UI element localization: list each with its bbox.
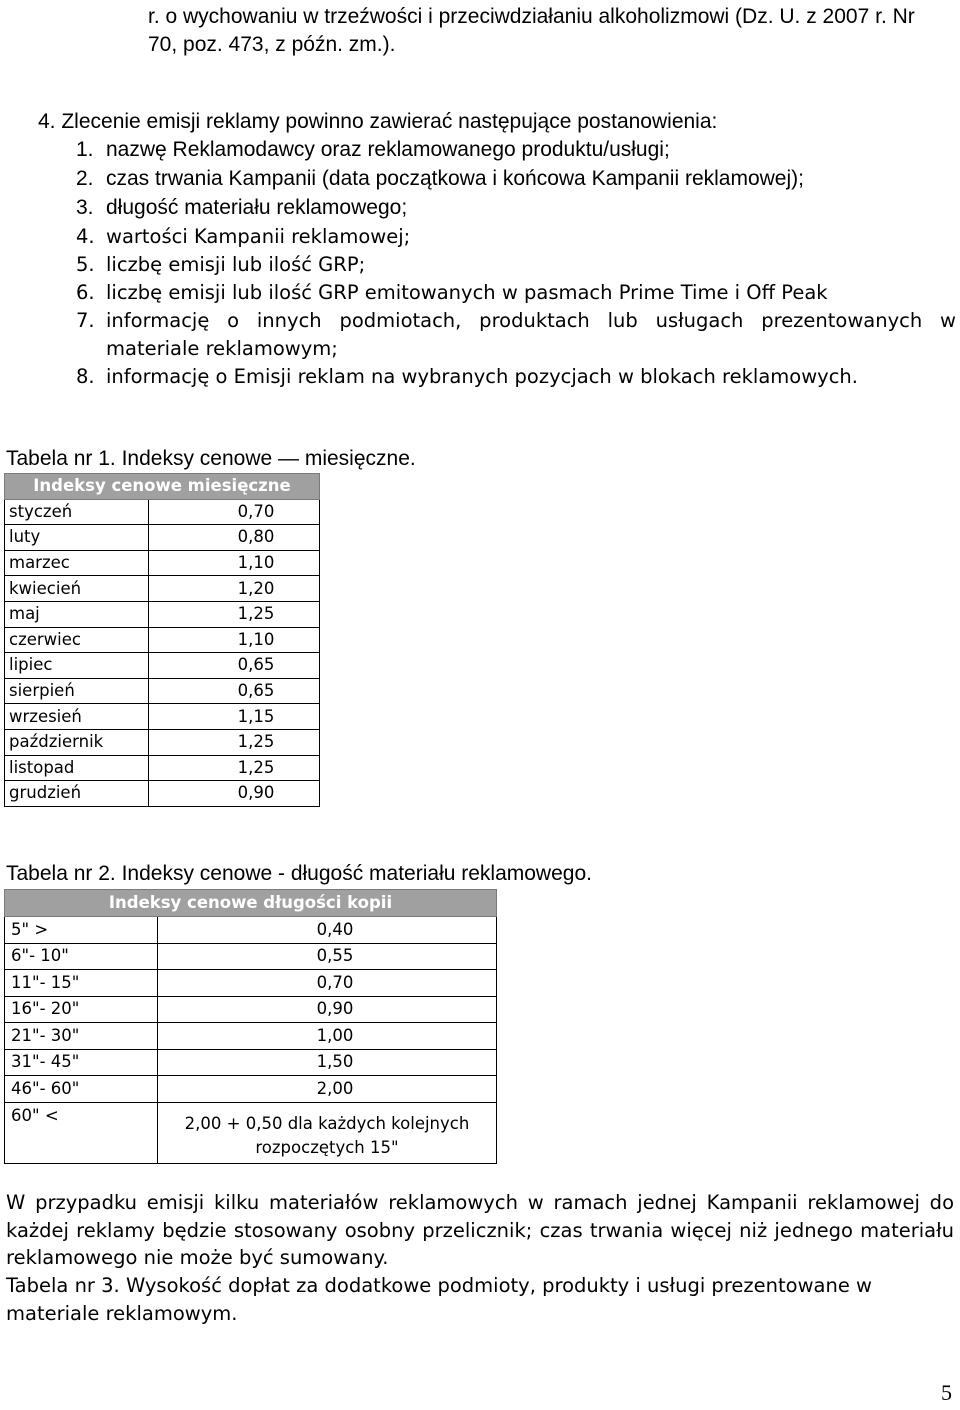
- table-row: [5, 601, 320, 627]
- month-cell: czerwiec: [5, 627, 149, 653]
- list-item-text: liczbę emisji lub ilość GRP;: [106, 253, 366, 276]
- table-row: [5, 1102, 497, 1163]
- section-heading: 4. Zlecenie emisji reklamy powinno zawierać następujące postanowienia:: [38, 110, 718, 133]
- list-item-number: 5.: [76, 253, 95, 276]
- length-cell: 6"- 10": [5, 943, 158, 970]
- list-item-text: informację o Emisji reklam na wybranych pozycjach w blokach reklamowych.: [106, 365, 858, 388]
- list-item-number: 1.: [76, 138, 94, 161]
- index-cell: 2,00 + 0,50 dla każdych kolejnych rozpoczętych 15": [158, 1102, 497, 1163]
- index-cell: 0,80: [149, 525, 320, 551]
- month-cell: październik: [5, 729, 149, 755]
- table3-caption: Tabela nr 3. Wysokość dopłat za dodatkowe podmioty, produkty i usługi prezentowane w materiale reklamowym.: [6, 1274, 872, 1325]
- index-cell: 1,10: [149, 627, 320, 653]
- length-cell: 60" <: [5, 1102, 158, 1163]
- index-cell: 0,90: [149, 781, 320, 807]
- index-cell: 0,65: [149, 653, 320, 679]
- list-item: [76, 251, 365, 279]
- list-item-number: 3.: [76, 196, 94, 219]
- month-cell: grudzień: [5, 781, 149, 807]
- index-cell: 1,00: [158, 1023, 497, 1050]
- month-cell: wrzesień: [5, 704, 149, 730]
- month-cell: sierpień: [5, 678, 149, 704]
- length-cell: 5" >: [5, 917, 158, 944]
- table-row: [5, 917, 497, 944]
- length-cell: 21"- 30": [5, 1023, 158, 1050]
- index-cell: 0,90: [158, 996, 497, 1023]
- index-cell: 1,50: [158, 1049, 497, 1076]
- table-row: [5, 943, 497, 970]
- list-item-text: nazwę Reklamodawcy oraz reklamowanego produktu/usługi;: [106, 138, 670, 161]
- table-row: [5, 970, 497, 997]
- index-cell: 1,25: [149, 755, 320, 781]
- table-row: [5, 1049, 497, 1076]
- table-row: [5, 678, 320, 704]
- table-header-row: [5, 474, 320, 500]
- month-cell: luty: [5, 525, 149, 551]
- index-cell: 0,70: [158, 970, 497, 997]
- index-cell: 0,55: [158, 943, 497, 970]
- table2-header: Indeksy cenowe długości kopii: [5, 890, 497, 917]
- length-index-table: [4, 889, 497, 1164]
- table-row: [5, 576, 320, 602]
- list-item-number: 8.: [76, 365, 95, 388]
- list-item-number: 7.: [76, 309, 95, 332]
- list-item: [76, 223, 410, 251]
- length-cell: 16"- 20": [5, 996, 158, 1023]
- table-row: [5, 525, 320, 551]
- table1-caption: Tabela nr 1. Indeksy cenowe — miesięczne.: [6, 447, 416, 470]
- list-item: [76, 363, 858, 391]
- list-item-text: długość materiału reklamowego;: [106, 196, 408, 219]
- list-item-text: informację o innych podmiotach, produktach lub usługach prezentowanych w materiale reklamowym;: [106, 309, 956, 360]
- list-item: [76, 165, 804, 193]
- index-cell: 1,25: [149, 601, 320, 627]
- list-item: [76, 194, 407, 222]
- month-cell: listopad: [5, 755, 149, 781]
- table-row: [5, 996, 497, 1023]
- list-item: [76, 279, 828, 307]
- length-cell: 46"- 60": [5, 1076, 158, 1103]
- table-row: [5, 755, 320, 781]
- body-paragraph: W przypadku emisji kilku materiałów reklamowych w ramach jednej Kampanii reklamowej do każdej reklamy będzie stosowany osobny przelicznik; czas trwania więcej niż jednego materiału reklamowego nie może być sumowany.: [6, 1191, 954, 1269]
- month-cell: styczeń: [5, 499, 149, 525]
- table-row: [5, 653, 320, 679]
- list-item-number: 4.: [76, 225, 95, 248]
- month-cell: marzec: [5, 550, 149, 576]
- table2-caption: Tabela nr 2. Indeksy cenowe - długość materiału reklamowego.: [6, 862, 592, 885]
- table-row: [5, 704, 320, 730]
- index-cell: 2,00: [158, 1076, 497, 1103]
- length-cell: 11"- 15": [5, 970, 158, 997]
- monthly-index-table: [4, 473, 320, 807]
- table-row: [5, 781, 320, 807]
- index-cell: 0,40: [158, 917, 497, 944]
- index-cell: 1,20: [149, 576, 320, 602]
- month-cell: kwiecień: [5, 576, 149, 602]
- month-cell: lipiec: [5, 653, 149, 679]
- list-item-number: 6.: [76, 281, 95, 304]
- list-item: [76, 136, 670, 164]
- table-row: [5, 729, 320, 755]
- table-row: [5, 550, 320, 576]
- table-row: [5, 627, 320, 653]
- index-cell: 1,25: [149, 729, 320, 755]
- length-cell: 31"- 45": [5, 1049, 158, 1076]
- table-row: [5, 1076, 497, 1103]
- index-cell: 1,10: [149, 550, 320, 576]
- list-item-number: 2.: [76, 167, 94, 190]
- list-item-text: czas trwania Kampanii (data początkowa i końcowa Kampanii reklamowej);: [106, 167, 804, 190]
- index-cell: 0,70: [149, 499, 320, 525]
- table-header-row: [5, 890, 497, 917]
- month-cell: maj: [5, 601, 149, 627]
- table-row: [5, 499, 320, 525]
- intro-text: r. o wychowaniu w trzeźwości i przeciwdziałaniu alkoholizmowi (Dz. U. z 2007 r. Nr 70, poz. 473, z późn. zm.).: [148, 5, 915, 56]
- table-row: [5, 1023, 497, 1050]
- table1-header: Indeksy cenowe miesięczne: [5, 474, 320, 500]
- list-item-text: wartości Kampanii reklamowej;: [106, 225, 411, 248]
- list-item-text: liczbę emisji lub ilość GRP emitowanych w pasmach Prime Time i Off Peak: [106, 281, 828, 304]
- page-number: 5: [941, 1380, 952, 1405]
- index-cell: 0,65: [149, 678, 320, 704]
- list-item: [76, 307, 956, 363]
- index-cell: 1,15: [149, 704, 320, 730]
